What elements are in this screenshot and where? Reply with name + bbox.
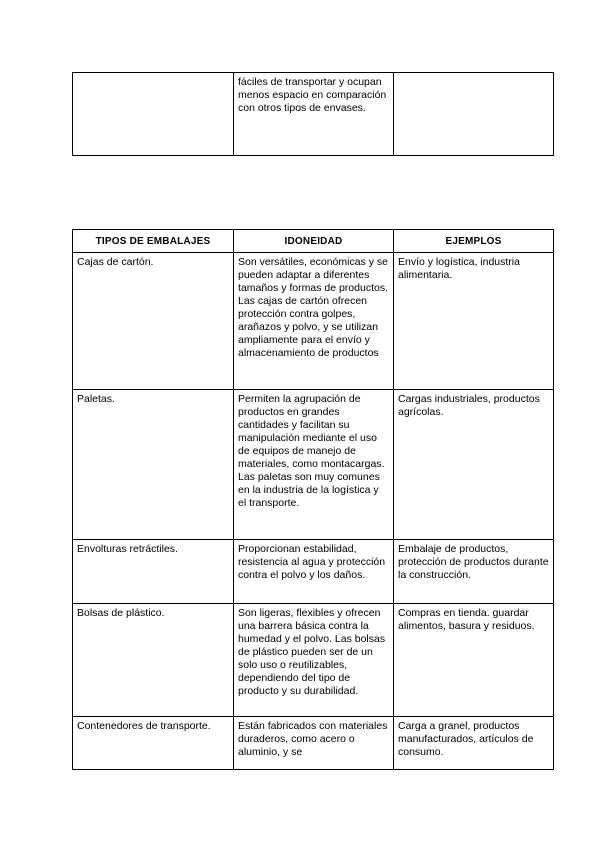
table-row (73, 73, 554, 156)
packaging-types-table (72, 229, 554, 770)
packaging-type-cell: Envolturas retráctiles. (73, 540, 234, 604)
table-cell: fáciles de transportar y ocupan menos espacio en comparación con otros tipos de envases. (234, 73, 394, 156)
examples-cell: Embalaje de productos, protección de productos durante la construcción. (394, 540, 554, 604)
table-row (73, 390, 554, 540)
column-header: IDONEIDAD (234, 230, 394, 253)
table-cell (394, 73, 554, 156)
table-row (73, 604, 554, 717)
table-row (73, 253, 554, 390)
column-header: TIPOS DE EMBALAJES (73, 230, 234, 253)
table-row (73, 540, 554, 604)
packaging-type-cell: Cajas de cartón. (73, 253, 234, 390)
packaging-type-cell: Contenedores de transporte. (73, 717, 234, 770)
examples-cell: Carga a granel, productos manufacturados, artículos de consumo. (394, 717, 554, 770)
column-header: EJEMPLOS (394, 230, 554, 253)
suitability-cell: Son ligeras, flexibles y ofrecen una barrera básica contra la humedad y el polvo. Las bolsas de plástico pueden ser de un solo uso o reutilizables, dependiendo del tipo de producto y su durabilidad. (234, 604, 394, 717)
suitability-cell: Están fabricados con materiales duraderos, como acero o aluminio, y se (234, 717, 394, 770)
table-row (73, 717, 554, 770)
examples-cell: Compras en tienda. guardar alimentos, basura y residuos. (394, 604, 554, 717)
examples-cell: Envío y logística, industria alimentaria. (394, 253, 554, 390)
suitability-cell: Son versátiles, económicas y se pueden adaptar a diferentes tamaños y formas de productos. Las cajas de cartón ofrecen protección contra golpes, arañazos y polvo, y se utilizan ampliamente para el envío y almacenamiento de productos (234, 253, 394, 390)
table-header-row (73, 230, 554, 253)
table-cell (73, 73, 234, 156)
packaging-type-cell: Paletas. (73, 390, 234, 540)
continuation-table (72, 72, 554, 156)
suitability-cell: Proporcionan estabilidad, resistencia al agua y protección contra el polvo y los daños. (234, 540, 394, 604)
packaging-type-cell: Bolsas de plástico. (73, 604, 234, 717)
examples-cell: Cargas industriales, productos agrícolas. (394, 390, 554, 540)
suitability-cell: Permiten la agrupación de productos en grandes cantidades y facilitan su manipulación mediante el uso de equipos de manejo de materiales, como montacargas. Las paletas son muy comunes en la industria de la logística y el transporte. (234, 390, 394, 540)
